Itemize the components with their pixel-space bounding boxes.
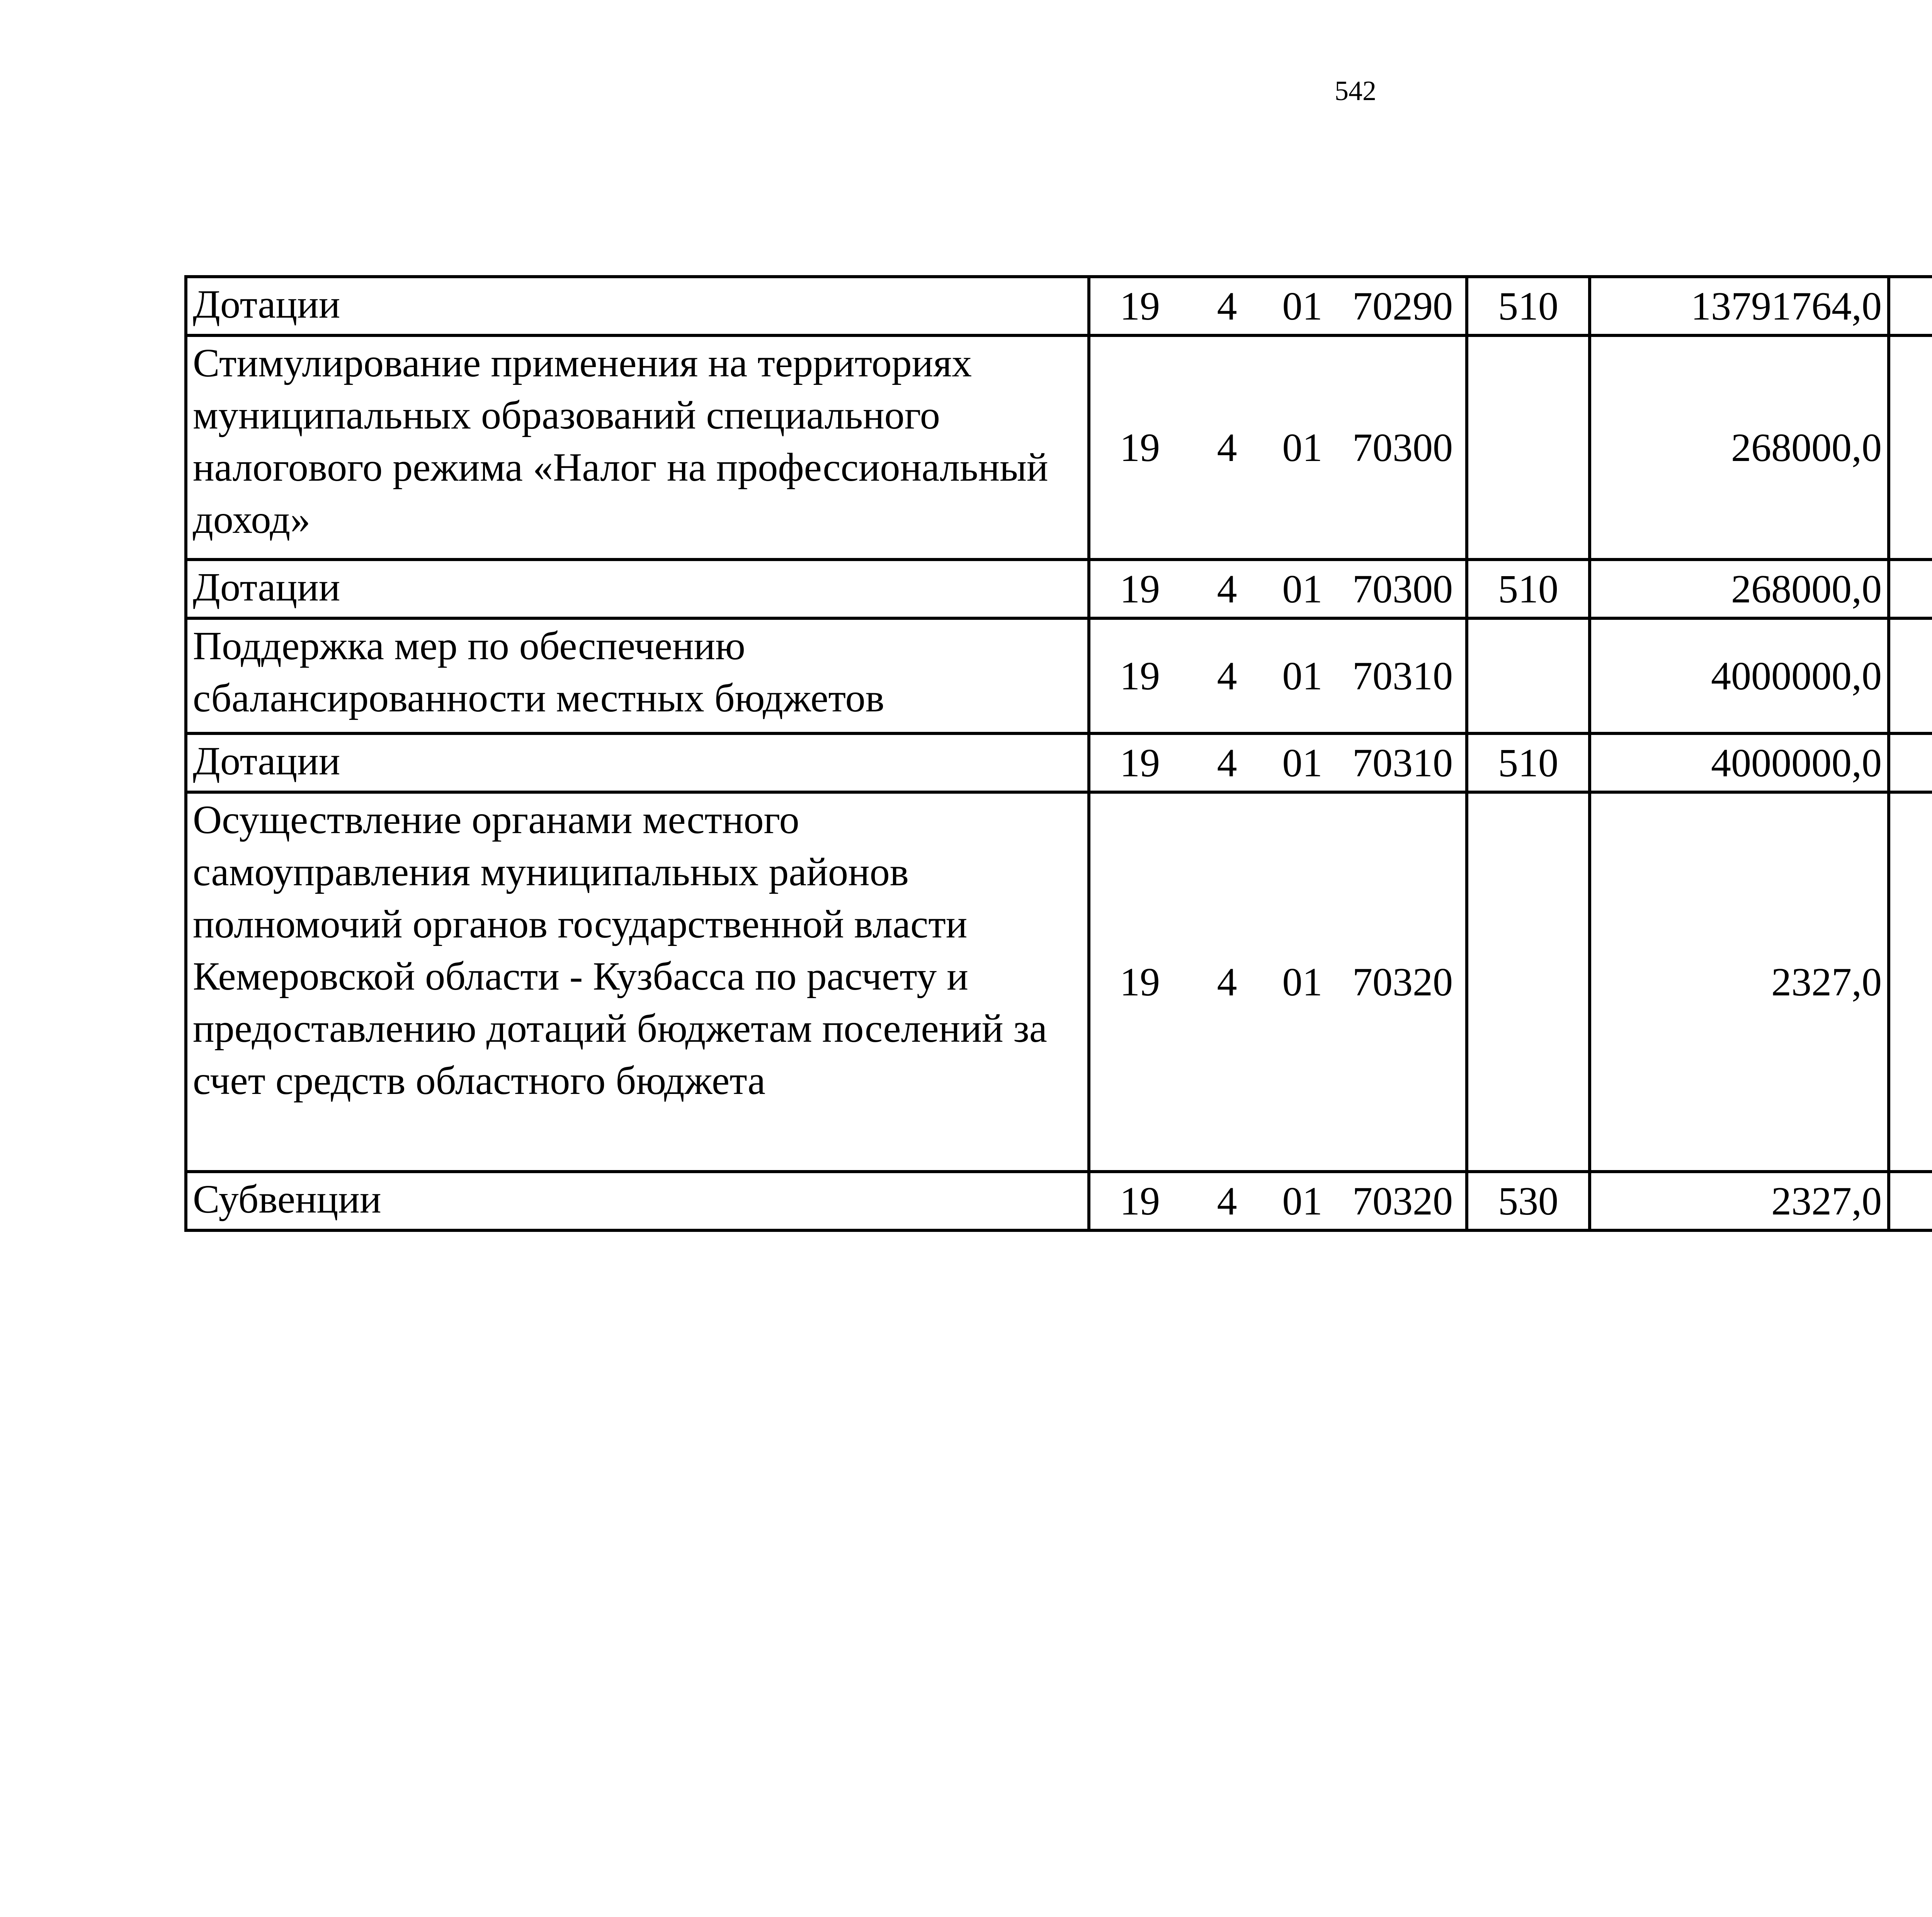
expense-type: 510 xyxy=(1467,560,1590,618)
table-row xyxy=(186,1172,1932,1230)
code-program: 19 xyxy=(1089,277,1189,335)
expense-type: 530 xyxy=(1467,1172,1590,1230)
code-program: 19 xyxy=(1089,1172,1189,1230)
value-year-1: 268000,0 xyxy=(1590,335,1889,560)
code-type: 4 xyxy=(1189,733,1265,792)
code-subprogram: 01 xyxy=(1265,733,1340,792)
value-year-2 xyxy=(1889,335,1932,560)
code-subprogram: 01 xyxy=(1265,1172,1340,1230)
page-number: 542 xyxy=(1335,75,1376,106)
table-row xyxy=(186,733,1932,792)
code-subprogram: 01 xyxy=(1265,560,1340,618)
code-direction: 70320 xyxy=(1340,1172,1467,1230)
code-direction: 70320 xyxy=(1340,792,1467,1172)
code-subprogram: 01 xyxy=(1265,277,1340,335)
expense-type: 510 xyxy=(1467,733,1590,792)
budget-table xyxy=(184,275,1932,1232)
code-direction: 70310 xyxy=(1340,618,1467,733)
code-program: 19 xyxy=(1089,792,1189,1172)
row-name: Субвенции xyxy=(186,1172,1089,1230)
value-year-1: 268000,0 xyxy=(1590,560,1889,618)
table-row xyxy=(186,560,1932,618)
table-row xyxy=(186,335,1932,560)
table-row xyxy=(186,618,1932,733)
code-type: 4 xyxy=(1189,277,1265,335)
code-type: 4 xyxy=(1189,792,1265,1172)
code-type: 4 xyxy=(1189,335,1265,560)
expense-type xyxy=(1467,618,1590,733)
code-type: 4 xyxy=(1189,1172,1265,1230)
row-name: Осуществление органами местного самоуправления муниципальных районов полномочий органов государственной власти Кемеровской области - Кузбасса по расчету и предоставлению дотаций бюджетам поселений за счет средств областного бюджета xyxy=(186,792,1089,1172)
row-name: Дотации xyxy=(186,277,1089,335)
code-program: 19 xyxy=(1089,733,1189,792)
expense-type xyxy=(1467,335,1590,560)
code-subprogram: 01 xyxy=(1265,792,1340,1172)
value-year-1: 13791764,0 xyxy=(1590,277,1889,335)
code-direction: 70310 xyxy=(1340,733,1467,792)
code-type: 4 xyxy=(1189,560,1265,618)
value-year-1: 2327,0 xyxy=(1590,1172,1889,1230)
code-subprogram: 01 xyxy=(1265,618,1340,733)
value-year-2 xyxy=(1889,560,1932,618)
table-row xyxy=(186,792,1932,1172)
value-year-2 xyxy=(1889,277,1932,335)
value-year-2 xyxy=(1889,1172,1932,1230)
code-direction: 70300 xyxy=(1340,560,1467,618)
value-year-2 xyxy=(1889,792,1932,1172)
code-subprogram: 01 xyxy=(1265,335,1340,560)
value-year-1: 2327,0 xyxy=(1590,792,1889,1172)
code-program: 19 xyxy=(1089,618,1189,733)
value-year-1: 4000000,0 xyxy=(1590,733,1889,792)
value-year-2 xyxy=(1889,733,1932,792)
code-program: 19 xyxy=(1089,335,1189,560)
expense-type: 510 xyxy=(1467,277,1590,335)
value-year-2 xyxy=(1889,618,1932,733)
code-direction: 70300 xyxy=(1340,335,1467,560)
row-name: Дотации xyxy=(186,733,1089,792)
code-type: 4 xyxy=(1189,618,1265,733)
value-year-1: 4000000,0 xyxy=(1590,618,1889,733)
row-name: Дотации xyxy=(186,560,1089,618)
expense-type xyxy=(1467,792,1590,1172)
table-row xyxy=(186,277,1932,335)
code-direction: 70290 xyxy=(1340,277,1467,335)
row-name: Поддержка мер по обеспечению сбалансированности местных бюджетов xyxy=(186,618,1089,733)
code-program: 19 xyxy=(1089,560,1189,618)
row-name: Стимулирование применения на территориях муниципальных образований специального налогового режима «Налог на профессиональный доход» xyxy=(186,335,1089,560)
